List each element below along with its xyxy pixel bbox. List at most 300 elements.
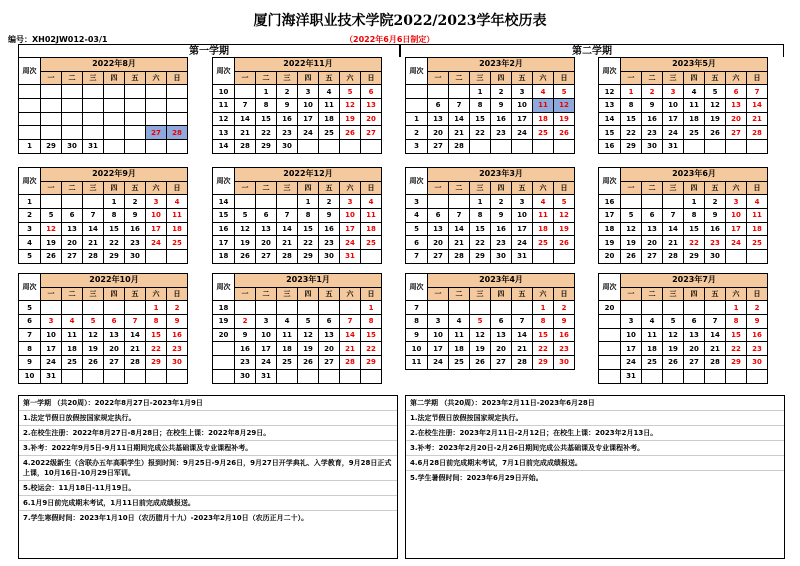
month-m1 [18,57,188,154]
week-number: 11 [213,99,235,113]
weekday-header: 日 [167,181,188,195]
day-cell [298,369,319,383]
day-cell [277,369,298,383]
day-cell [621,195,642,209]
day-cell [340,140,361,154]
day-cell: 11 [533,99,554,113]
day-cell: 1 [146,301,167,315]
week-number: 1 [406,112,428,126]
weekday-header: 三 [663,71,684,85]
day-cell: 28 [125,356,146,370]
day-cell: 20 [104,342,125,356]
day-cell: 8 [684,209,705,223]
day-cell: 14 [83,222,104,236]
day-cell: 13 [726,99,747,113]
day-cell [491,301,512,315]
day-cell [235,85,256,99]
document-code: 编号：XH02JW012-03/1 [8,35,108,44]
weekday-header: 日 [554,287,575,301]
week-number: 3 [406,195,428,209]
day-cell: 16 [167,328,188,342]
day-cell [319,140,340,154]
day-cell: 16 [705,222,726,236]
weekday-header: 六 [726,287,747,301]
weekday-header: 日 [554,71,575,85]
day-cell: 21 [705,342,726,356]
day-cell [470,301,491,315]
weekday-header: 五 [705,287,726,301]
day-cell: 27 [319,356,340,370]
day-cell: 15 [533,328,554,342]
day-cell: 22 [726,342,747,356]
week-number [406,99,428,113]
week-number: 4 [19,236,41,250]
month-m7 [405,167,575,264]
day-cell: 17 [726,222,747,236]
day-cell: 6 [642,209,663,223]
weekday-header: 一 [235,71,256,85]
day-cell: 15 [146,328,167,342]
day-cell [428,301,449,315]
day-cell [235,301,256,315]
day-cell: 8 [726,315,747,329]
week-number: 3 [406,140,428,154]
weekday-header: 二 [642,71,663,85]
month-m8 [598,167,768,264]
note-item: 6.1月9日前完成期末考试，1月11日前完成成绩报送。 [19,496,397,511]
day-cell: 3 [298,85,319,99]
day-cell: 8 [533,315,554,329]
week-number: 10 [213,85,235,99]
week-label: 周次 [19,274,41,301]
day-cell: 10 [621,328,642,342]
weekday-header: 二 [642,287,663,301]
day-cell: 23 [277,126,298,140]
day-cell: 4 [167,195,188,209]
day-cell: 7 [512,315,533,329]
day-cell [726,140,747,154]
weekday-header: 六 [146,287,167,301]
day-cell: 9 [554,315,575,329]
day-cell [125,369,146,383]
weekday-header: 日 [361,181,382,195]
day-cell: 3 [663,85,684,99]
day-cell: 28 [340,356,361,370]
day-cell: 26 [705,126,726,140]
day-cell: 19 [554,222,575,236]
day-cell: 16 [491,222,512,236]
day-cell: 14 [512,328,533,342]
day-cell: 4 [449,315,470,329]
day-cell: 8 [621,99,642,113]
day-cell: 19 [340,112,361,126]
day-cell: 2 [705,195,726,209]
day-cell: 9 [277,99,298,113]
day-cell: 2 [277,85,298,99]
day-cell [705,140,726,154]
day-cell: 15 [621,112,642,126]
day-cell: 22 [104,236,125,250]
day-cell: 4 [533,85,554,99]
day-cell [167,112,188,126]
day-cell: 27 [256,250,277,264]
day-cell: 25 [684,126,705,140]
day-cell [146,99,167,113]
day-cell: 24 [340,236,361,250]
week-number: 13 [213,126,235,140]
day-cell: 19 [41,236,62,250]
day-cell: 22 [256,126,277,140]
day-cell: 9 [642,99,663,113]
week-number: 13 [599,99,621,113]
day-cell [146,112,167,126]
weekday-header: 五 [512,287,533,301]
day-cell: 20 [642,236,663,250]
note-item: 1.法定节假日放假按国家规定执行。 [19,411,397,426]
day-cell [319,301,340,315]
day-cell: 3 [340,195,361,209]
day-cell: 27 [684,356,705,370]
week-number [406,85,428,99]
day-cell: 15 [104,222,125,236]
week-number: 2 [19,209,41,223]
day-cell: 19 [470,342,491,356]
month-title: 2022年10月 [41,274,188,288]
week-number: 19 [599,236,621,250]
month-m12 [598,273,768,384]
day-cell: 29 [621,140,642,154]
day-cell [83,112,104,126]
day-cell: 21 [277,236,298,250]
day-cell: 10 [41,328,62,342]
week-number: 17 [599,209,621,223]
weekday-header: 一 [428,287,449,301]
day-cell: 16 [491,112,512,126]
day-cell: 6 [428,99,449,113]
day-cell: 20 [256,236,277,250]
day-cell: 24 [663,126,684,140]
week-number: 16 [599,195,621,209]
day-cell: 15 [470,112,491,126]
month-title: 2023年6月 [621,168,768,182]
day-cell: 11 [747,209,768,223]
week-number: 4 [406,209,428,223]
weekday-header: 四 [104,287,125,301]
day-cell [449,85,470,99]
day-cell: 17 [340,222,361,236]
day-cell: 6 [62,209,83,223]
week-number: 2 [406,126,428,140]
note-item: 7.学生寒假时间：2023年1月10日（农历腊月十九）-2023年2月10日（农历正月二十）。 [23,514,309,522]
day-cell: 26 [235,250,256,264]
week-number: 14 [213,140,235,154]
day-cell: 21 [512,342,533,356]
day-cell: 13 [428,112,449,126]
week-number [19,112,41,126]
week-number: 12 [213,112,235,126]
weekday-header: 三 [663,181,684,195]
weekday-header: 五 [319,71,340,85]
day-cell: 26 [554,236,575,250]
day-cell: 26 [663,356,684,370]
day-cell [298,301,319,315]
day-cell [125,301,146,315]
weekday-header: 五 [125,287,146,301]
day-cell: 29 [256,140,277,154]
weekday-header: 二 [642,181,663,195]
day-cell: 12 [705,99,726,113]
week-number: 5 [406,222,428,236]
week-number: 8 [406,315,428,329]
day-cell: 27 [491,356,512,370]
day-cell: 21 [235,126,256,140]
month-title: 2023年5月 [621,58,768,72]
day-cell: 25 [361,236,382,250]
week-number: 10 [406,342,428,356]
note-item: 4.2022级新生（含联办五年高职学生）报到时间：9月25日-9月26日，9月27日开学典礼、入学教育，9月28日正式上课，10月16日-10月29日军训。 [19,456,397,481]
day-cell [256,301,277,315]
day-cell: 20 [726,112,747,126]
day-cell: 20 [491,342,512,356]
week-number: 20 [213,328,235,342]
month-m9 [18,273,188,384]
day-cell: 9 [491,99,512,113]
day-cell: 14 [705,328,726,342]
day-cell [104,126,125,140]
note-item: 3.补考：2022年9月5日-9月11日期间完成公共基础课及专业课程补考。 [19,441,397,456]
day-cell [747,250,768,264]
day-cell: 6 [319,315,340,329]
day-cell: 16 [125,222,146,236]
day-cell: 12 [554,209,575,223]
week-number: 7 [406,301,428,315]
day-cell [146,85,167,99]
weekday-header: 五 [705,181,726,195]
day-cell: 16 [277,112,298,126]
day-cell: 12 [470,328,491,342]
weekday-header: 六 [533,71,554,85]
week-number: 6 [406,236,428,250]
note-item: 1.法定节假日放假按国家规定执行。 [406,411,784,426]
day-cell: 25 [277,356,298,370]
day-cell: 24 [146,236,167,250]
day-cell [361,250,382,264]
weekday-header: 三 [277,287,298,301]
day-cell: 27 [428,140,449,154]
day-cell: 6 [104,315,125,329]
week-number: 20 [599,250,621,264]
day-cell: 2 [235,315,256,329]
day-cell: 28 [83,250,104,264]
day-cell: 1 [361,301,382,315]
day-cell: 30 [554,356,575,370]
weekday-header: 日 [747,181,768,195]
day-cell: 29 [726,356,747,370]
day-cell: 20 [319,342,340,356]
day-cell: 17 [428,342,449,356]
day-cell [104,99,125,113]
day-cell [167,99,188,113]
day-cell: 18 [747,222,768,236]
note-item: 第二学期 （共20周）：2023年2月11日-2023年6月28日 [406,396,784,411]
day-cell: 11 [449,328,470,342]
day-cell: 18 [62,342,83,356]
week-number: 17 [213,236,235,250]
day-cell: 10 [340,209,361,223]
day-cell: 16 [747,328,768,342]
day-cell: 23 [705,236,726,250]
week-number: 11 [406,356,428,370]
day-cell: 23 [491,236,512,250]
day-cell: 14 [449,222,470,236]
week-number: 18 [599,222,621,236]
day-cell [256,195,277,209]
day-cell: 5 [554,85,575,99]
day-cell: 13 [256,222,277,236]
day-cell [83,126,104,140]
day-cell [428,195,449,209]
day-cell: 8 [470,209,491,223]
day-cell [125,99,146,113]
day-cell [62,85,83,99]
weekday-header: 四 [104,71,125,85]
day-cell: 8 [298,209,319,223]
day-cell: 25 [533,236,554,250]
weekday-header: 一 [428,71,449,85]
day-cell: 22 [533,342,554,356]
day-cell: 19 [298,342,319,356]
day-cell: 20 [428,126,449,140]
day-cell [705,301,726,315]
day-cell [167,250,188,264]
day-cell: 29 [361,356,382,370]
day-cell: 25 [62,356,83,370]
day-cell: 22 [298,236,319,250]
day-cell: 10 [512,99,533,113]
day-cell: 29 [146,356,167,370]
day-cell [642,369,663,383]
day-cell: 28 [277,250,298,264]
day-cell: 29 [298,250,319,264]
day-cell: 8 [146,315,167,329]
day-cell: 14 [235,112,256,126]
month-title: 2023年1月 [235,274,382,288]
day-cell: 8 [361,315,382,329]
day-cell: 11 [361,209,382,223]
day-cell [663,301,684,315]
weekday-header: 一 [235,287,256,301]
day-cell: 2 [167,301,188,315]
weekday-header: 二 [256,287,277,301]
day-cell: 17 [512,112,533,126]
weekday-header: 二 [62,71,83,85]
day-cell: 2 [554,301,575,315]
weekday-header: 日 [747,71,768,85]
day-cell: 28 [663,250,684,264]
day-cell [621,301,642,315]
month-m2 [212,57,382,154]
day-cell: 21 [125,342,146,356]
day-cell: 13 [104,328,125,342]
day-cell: 7 [277,209,298,223]
day-cell: 5 [41,209,62,223]
day-cell [104,369,125,383]
day-cell [277,195,298,209]
day-cell [104,301,125,315]
day-cell: 23 [167,342,188,356]
day-cell [726,250,747,264]
day-cell: 2 [319,195,340,209]
day-cell [41,195,62,209]
weekday-header: 六 [533,287,554,301]
day-cell: 3 [512,195,533,209]
week-number [599,342,621,356]
weekday-header: 六 [533,181,554,195]
day-cell: 31 [340,250,361,264]
weekday-header: 二 [449,287,470,301]
weekday-header: 四 [491,181,512,195]
weekday-header: 四 [491,287,512,301]
day-cell: 25 [319,126,340,140]
day-cell: 6 [428,209,449,223]
day-cell [41,99,62,113]
day-cell: 19 [705,112,726,126]
weekday-header: 二 [256,181,277,195]
day-cell: 24 [41,356,62,370]
day-cell: 4 [747,195,768,209]
day-cell: 13 [491,328,512,342]
day-cell: 3 [512,85,533,99]
weekday-header: 一 [235,181,256,195]
day-cell: 18 [533,222,554,236]
day-cell [726,369,747,383]
day-cell [62,195,83,209]
weekday-header: 日 [361,71,382,85]
day-cell: 10 [512,209,533,223]
day-cell [62,369,83,383]
day-cell: 6 [256,209,277,223]
day-cell: 6 [491,315,512,329]
day-cell: 31 [41,369,62,383]
day-cell: 25 [642,356,663,370]
week-number: 16 [599,140,621,154]
week-number: 3 [19,222,41,236]
day-cell: 5 [621,209,642,223]
day-cell: 7 [83,209,104,223]
day-cell [340,301,361,315]
day-cell: 6 [684,315,705,329]
day-cell: 8 [470,99,491,113]
day-cell: 6 [361,85,382,99]
week-number [599,356,621,370]
day-cell [277,301,298,315]
weekday-header: 四 [298,71,319,85]
day-cell [663,195,684,209]
day-cell: 16 [554,328,575,342]
weekday-header: 四 [684,71,705,85]
week-number: 1 [19,140,41,154]
weekday-header: 一 [41,181,62,195]
day-cell [104,112,125,126]
day-cell [83,301,104,315]
day-cell: 3 [621,315,642,329]
day-cell: 3 [41,315,62,329]
week-number: 10 [19,369,41,383]
day-cell [41,126,62,140]
week-number: 5 [19,250,41,264]
day-cell: 31 [621,369,642,383]
day-cell: 7 [705,315,726,329]
